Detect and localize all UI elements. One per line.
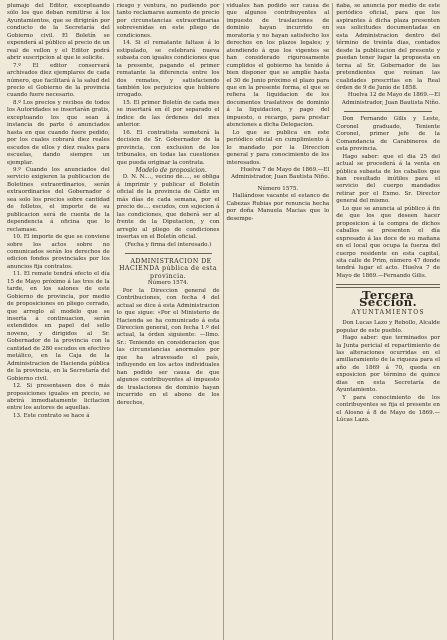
- paragraph: riesgo y ventura, no pudiendo por tanto reclamarse aumento de precio por circunstancias extraordinarias sobrevenidas en este pliego de condiciones.: [116, 3, 220, 39]
- numero: Número 1575.: [257, 185, 299, 192]
- fecha-firma: (Fecha y firma del interesado.): [124, 241, 212, 248]
- paragraph: Por la Direccion general de Contribuciones, con fecha 4 del actual se dice á esta Administracion lo que sigue: «Por el Ministerio de Hacienda se ha comunicado á esta Direccion general, con fecha 1.º del actual, la órden siguiente: —Ilmo. Sr.: Teniendo en consideracion que las circunstancias anormales por que ha atravesado el país, influyendo en los actos individuales han podido ser causa de que algunos contribuyentes al impuesto de traslaciones de dominio hayan incurrido en el abono de los derechos,: [116, 287, 220, 406]
- numero: Número 1574.: [147, 280, 189, 287]
- paragraph: 11. El remate tendrá efecto el día 15 de Mayo próximo á las tres de la tarde, en los salones de este Gobierno de provincia, por medio de proposiciones en pliego cerrado, que arreglo al modelo que se inserta á continuacion, serán extendidos en papel del sello noveno, y dirigidos al Sr. Gobernador de la provincia con la cantidad de 280 escudos en efectivo metálico, en la Caja de la Administracion de Hacienda pública de la provincia, en la Secretaría del Gobierno civil.: [7, 271, 110, 382]
- paragraph: Hallándose vacante el estanco de Cabezas Rubias por renuncia hecha por doña Manuela Macias que lo desempe-: [226, 193, 330, 222]
- paragraph: 10. El importe de que se conviene sobre los actos sobre no comunicados serán los derechos de edicion fondos provinciales por los anuncios fija contratos.: [7, 234, 110, 270]
- paragraph: 8.º Los precios y recibos de todos los Autoridades se insertarán gratis, exceptuando los que sean á instancia de parte ó anunciados hasta en que cuando fuere pedido, por los cuales cobrará diez reales escudos de ellos y diez reales para escuelas, dando siempre un ejemplar.: [7, 99, 110, 166]
- paragraph: 15. El primer Boletín de cada mes se insertará en él por separado el índice de las órdenes del mes anterior.: [116, 99, 220, 129]
- paragraph: 14. Si el rematante faltase á lo estipulado, se celebrará nueva subasta con iguales condiciones que la presente, pagando el primer rematante la diferencia entre los dos remates, y satisfaciendo también los perjuicios que hubiere irrogado.: [116, 40, 220, 99]
- paragraph: 7.º El editor conservará archivados diez ejemplares de cada número, que facilitará á la salud del precio el Gobierno de la provincia cuando fuere necesario.: [7, 62, 110, 99]
- column-1: [4, 3, 114, 640]
- divider: [125, 253, 212, 254]
- paragraph: viduales han podido ser causa de que algunos contribuyentes al impuesto de traslaciones de dominio hayan incurrido en moratoria y no hayan satisfecho los derechos en los plazos legales; y atendiendo á que los vigentes se han considerado rigurosamente cumplidos el gobierno ha tenido á bien disponer que se amplíe hasta el 30 de Junio próximo el plazo para que en la presente forma, el que se refiera la liquidacion de los documentos traslativos de dominio á la liquidacion, y pago del impuesto, o recargo, para prestar atenciones a dicha Delegacion.: [226, 3, 330, 129]
- paragraph: 13. Este contrato se hace á: [13, 412, 90, 419]
- signature: Huelva 7 de Mayo de 1869.—El Administrador, Juan Bautista Niño.: [231, 166, 330, 181]
- column-4: [333, 3, 443, 640]
- paragraph: Y para conocimiento de los contribuyentes se fija el presente en el Alosno á 8 de Mayo de 1869.—Lúcas Lazo.: [336, 394, 440, 424]
- paragraph: Lo que se publica en este periódico oficial en cumplimiento á lo mandado por la Direccion general y para conocimiento de los interesados.: [226, 129, 330, 166]
- column-3: [224, 3, 334, 640]
- paragraph: Don Fernando Gilis y Leste, Coronel graduado, Teniente Coronel, primer jefe de la Comandancia de Carabineros de esta provincia.: [336, 116, 440, 153]
- divider: [344, 111, 432, 112]
- paragraph: Hago saber: que terminados por la Junta pericial el repartimiento de las alteraciones ocurridas en el amillaramiento de la riqueza para el año de 1869 á 70, queda en exposicion por término de quince dias en esta Secretaría de Ayuntamiento.: [336, 335, 440, 394]
- paragraph: 12. Si presentasen dos ó más proposiciones iguales en precio, se abrirá inmediatamente licitacion entre los autores de aquellas.: [7, 383, 110, 412]
- modelo-text: D. N. N...., vecino de...., se obliga á imprimir y publicar el Boletín oficial de la provincia de Cádiz en más días de cada semana, por el precio de.... escudos, con sujecion á las condiciones, que deberá ser al frente de la Diputacion, y con arreglo al pliego de condiciones insertas en el Boletín oficial.: [116, 174, 220, 241]
- section-title: Tercera Seccion.: [359, 287, 418, 310]
- paragraph: ñaba, se anuncia por medio de este periódico oficial, para que los aspirantes á dicha plaza presenten sus solicitudes documentadas en esta Administracion dentro del término de treinta dias, contados desde la publicacion del presente y puedan tener lugar la propuesta en terna al Sr. Gobernador de las pretendientes que reúnan las cualidades prescritas en la Real órden de 9 de Junio de 1858.: [336, 3, 440, 91]
- subsection-title: AYUNTAMIENTOS: [351, 308, 425, 316]
- section-heading: ADMINISTRACION DE HACIENDA pública de esta provincia.: [119, 257, 218, 280]
- paragraph: Hago saber: que el dia 25 del actual se procederá á la venta en pública subasta de los caballos que han resultado inútiles para el servicio del cuerpo mandados retirar por el Exmo. Sr. Director general del mismo.: [336, 153, 440, 205]
- paragraph: plumaje del Editor, exceptuando sólo los que deban remitirse á los Ayuntamientos, que se dirigirán por conducto de la Secretaría del Gobierno civil. El Boletín se expenderá al público al precio de un real de vellon y el Editor podrá abrir suscripcion al que le solicite.: [7, 3, 110, 62]
- paragraph: 16. El contratista someterá la decision de Sr. Gobernador de la provincia, con exclusion de los tribunales, en todas las cuestiones que pueda originar la contrata.: [116, 129, 220, 166]
- paragraph: 9.º Cuando los anunciados del servicio exigieren la publicacion de Boletines extraordinarios, serán extraordinarios del Gobernador ó sea solo los precios sobre cantidad de folletos, el importe de su publicacion será de cuenta de la dependencia á oficina que lo reclamase.: [7, 166, 110, 233]
- column-2: [114, 3, 224, 640]
- modelo-heading: Modelo de proposicion.: [135, 166, 207, 174]
- paragraph: Don Lucas Lazo y Rebollo, Alcalde popular de este pueblo.: [336, 320, 440, 334]
- paragraph: Lo que se anuncia al público á fin de que los que deseen hacer proposicion á la compra de dichos caballos se presenten el día expresado á las doce de su mañana en el local que ocupa la fuerza del cuerpo residente en esta capital, sita calle de Prim, número 47 donde tendrá lugar el acto. Huelva 7 de Mayo de 1869.—Fernando Gilis.: [336, 205, 440, 279]
- signature: Huelva 12 de Mayo de 1869.—El Administrador, Juan Bautista Niño.: [341, 92, 440, 106]
